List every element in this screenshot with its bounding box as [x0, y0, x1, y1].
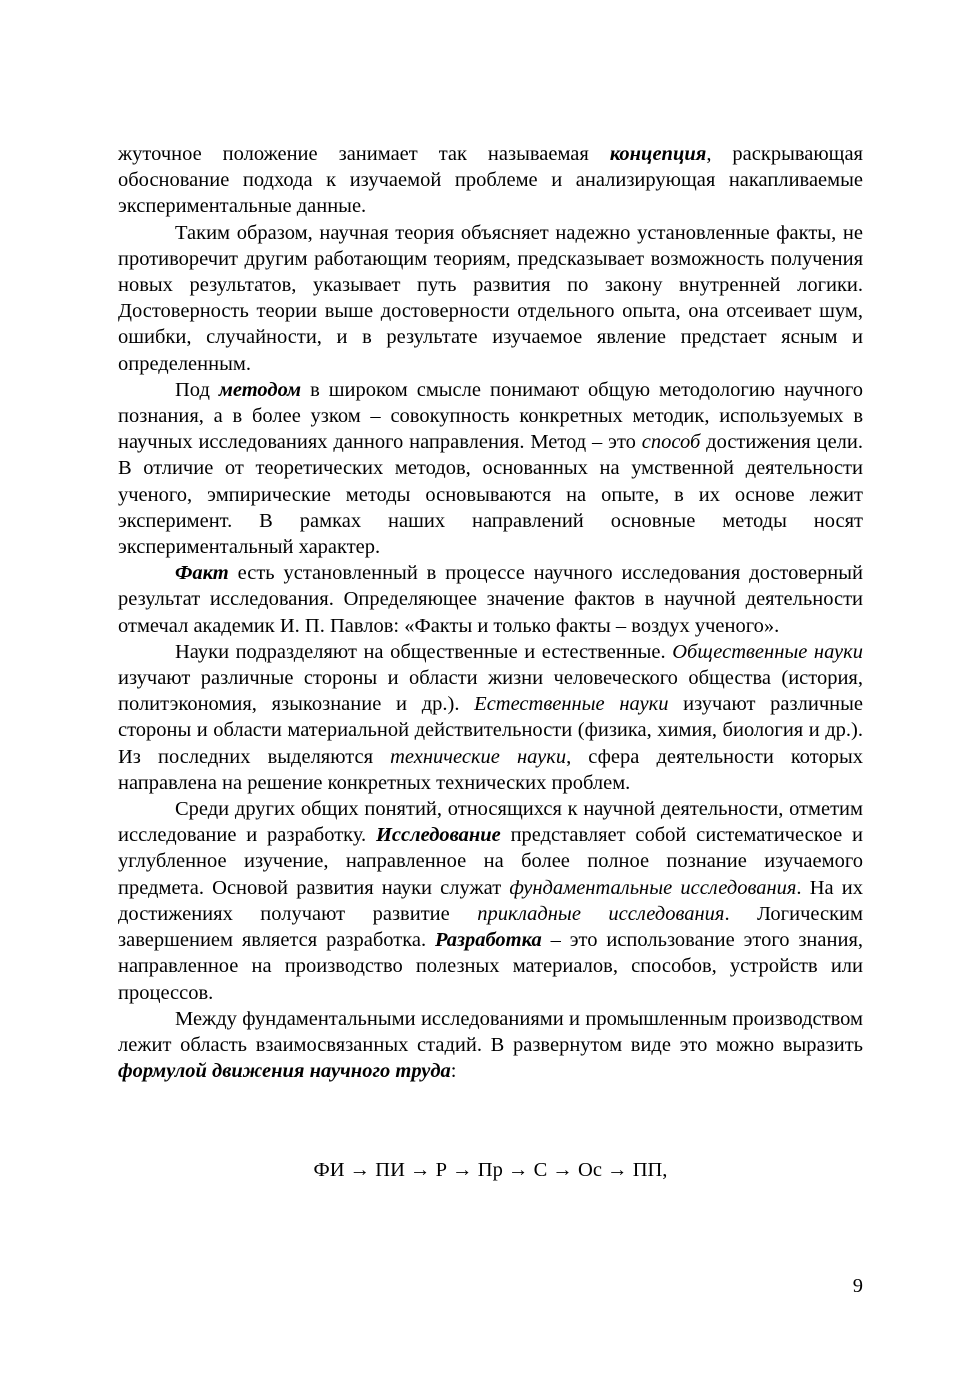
italic-term: способ [641, 431, 701, 454]
text-run: жуточное положение занимает так называемая [118, 143, 610, 165]
paragraph [118, 141, 863, 220]
text-run: , сфера деятельности которых направлена на решение конкретных технических проблем. [118, 745, 864, 794]
text-run: есть установленный в процессе научного исследования достоверный результат исследования. Определяющее значение фактов в научной деятельности отмечал академик И. П. Павлов: «Факты и только факты – воздух ученого». [118, 562, 863, 637]
emphasized-term: методом [218, 378, 302, 401]
text-run: в широком смысле понимают общую методологию научного познания, а в более узком – совокупность конкретных методик, используемых в научных исследованиях данного направления. Метод – это [118, 378, 863, 454]
emphasized-term: Исследование [375, 824, 501, 847]
paragraph [118, 560, 863, 639]
emphasized-term: концепция [609, 143, 707, 165]
paragraph [118, 639, 863, 796]
text-run: изучают различные стороны и области материальной действительности (физика, химия, биология и др.). Из последних выделяются [118, 693, 863, 768]
page-number: 9 [852, 1275, 863, 1297]
text-run: достижения цели. В отличие от теоретических методов, основанных на умственной деятельности ученого, эмпирические методы основываются на опыте, в их основе лежит эксперимент. В рамках наших направлений основные методы носят экспериментальный характер. [118, 431, 863, 559]
bold-term [175, 562, 229, 584]
bold-term [118, 1060, 451, 1082]
italic-term: фундаментальные исследования [509, 876, 797, 899]
body-text [118, 141, 863, 1084]
paragraph [118, 377, 863, 560]
text-run: , раскрывающая обоснование подхода к изучаемой проблеме и анализирующая накапливаемые экспериментальные данные. [118, 143, 863, 218]
emphasized-term: формулой движения научного труда [118, 1060, 451, 1083]
text-run: Между фундаментальными исследованиями и промышленным производством лежит область взаимосвязанных стадий. В развернутом виде это можно выразить [118, 1007, 863, 1056]
bold-term [435, 929, 542, 951]
bold-term [610, 143, 707, 165]
text-run: . Логическим завершением является разработка. [118, 902, 863, 952]
paragraph [118, 1006, 863, 1085]
emphasized-term: Разработка [434, 929, 542, 952]
text-run: представляет собой систематическое и углубленное изучение, направленное на более полное познание изучаемого предмета. Основой развития науки служат [118, 824, 863, 899]
paragraph [118, 796, 863, 1006]
italic-term: Общественные науки [672, 640, 863, 663]
paragraph [118, 220, 863, 377]
text-run: Под [175, 378, 219, 401]
text-run: : [450, 1060, 457, 1083]
formula: ФИ → ПИ → Р → Пр → С → Ос → ПП, [313, 1159, 668, 1181]
text-run: Таким образом, научная теория объясняет надежно установленные факты, не противоречит другим работающим теориям, предсказывает возможность получения новых результатов, указывает путь развития по закону внутренней логики. Достоверность теории выше достоверности отдельного опыта, она отсеивает шум, ошибки, случайности, и в результате изучаемое явление предстает ясным и определенным. [118, 221, 863, 375]
bold-term [376, 824, 501, 846]
text-run: Среди других общих понятий, относящихся к научной деятельности, отметим исследование и разработку. [118, 798, 863, 847]
italic-term: Естественные науки [474, 693, 669, 716]
italic-term: технические науки [390, 745, 567, 768]
italic-term: прикладные исследования [477, 902, 725, 925]
text-run: – это использование этого знания, направленное на производство полезных материалов, способов, устройств или процессов. [118, 929, 864, 1004]
bold-term [219, 379, 301, 401]
text-run: . На их достижениях получают развитие [118, 876, 863, 925]
text-run: Науки подразделяют на общественные и естественные. [175, 640, 673, 663]
text-run: изучают различные стороны и области жизни человеческого общества (история, политэкономия, языкознание и др.). [118, 667, 863, 716]
emphasized-term: Факт [175, 562, 229, 585]
